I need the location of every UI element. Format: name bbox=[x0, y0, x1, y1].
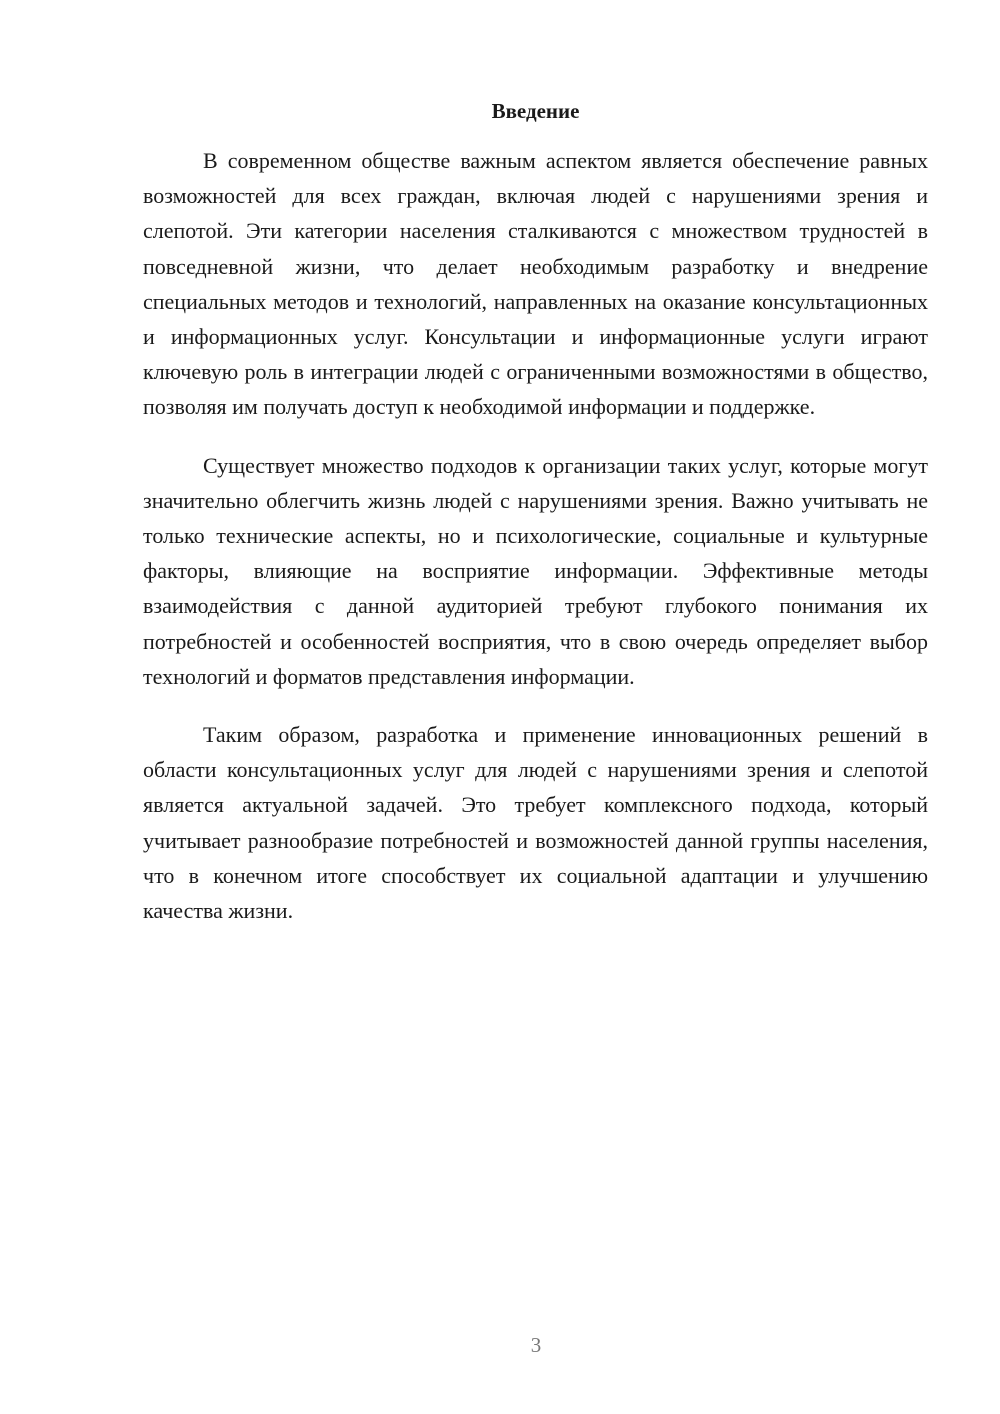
paragraph-3: Таким образом, разработка и применение инновационных решений в области консультационных услуг для людей с нарушениями зрения и слепотой является актуальной задачей. Это требует комплексного подхода, который учитывает разнообразие потребностей и возможностей данной группы населения, что в конечном итоге способствует их социальной адаптации и улучшению качества жизни. bbox=[143, 722, 928, 924]
page-title: Введение bbox=[491, 99, 580, 123]
paragraph-2: Существует множество подходов к организации таких услуг, которые могут значительно облегчить жизнь людей с нарушениями зрения. Важно учитывать не только технические аспекты, но и психологические, социальные и культурные факторы, влияющие на восприятие информации. Эффективные методы взаимодействия с данной аудиторией требуют глубокого понимания их потребностей и особенностей восприятия, что в свою очередь определяет выбор технологий и форматов представления информации. bbox=[143, 452, 928, 689]
paragraph-1: В современном обществе важным аспектом является обеспечение равных возможностей для всех граждан, включая людей с нарушениями зрения и слепотой. Эти категории населения сталкиваются с множеством трудностей в повседневной жизни, что делает необходимым разработку и внедрение специальных методов и технологий, направленных на оказание консультационных и информационных услуг. Консультации и информационные услуги играют ключевую роль в интеграции людей с ограниченными возможностями в общество, позволяя им получать доступ к необходимой информации и поддержке. bbox=[143, 148, 928, 420]
document-body bbox=[143, 143, 928, 951]
page-number: 3 bbox=[530, 1333, 542, 1357]
